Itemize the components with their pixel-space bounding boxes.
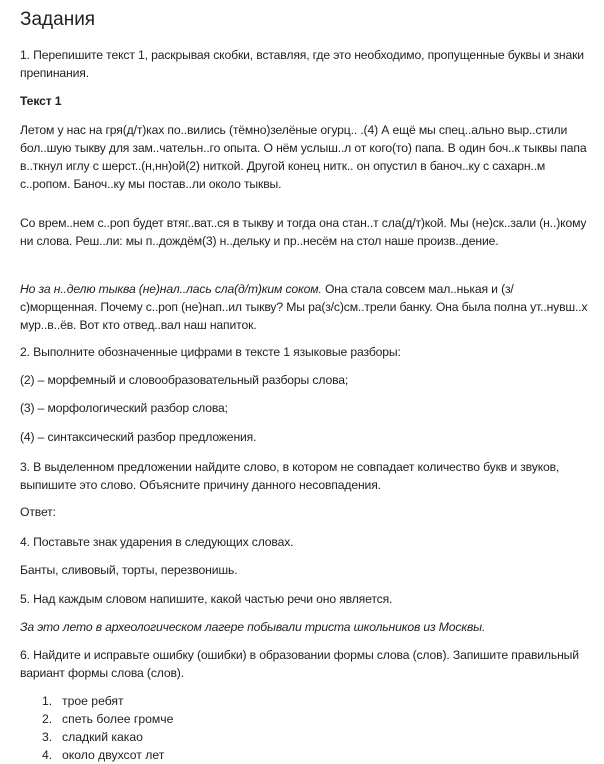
task-3-instruction: 3. В выделенном предложении найдите слово, в котором не совпадает количество букв и звуков, выпишите это слово. Объясните причину данного несовпадения. [20, 460, 560, 492]
list-item-number: 1. [42, 694, 53, 708]
task-6-instruction: 6. Найдите и исправьте ошибку (ошибки) в образовании формы слова (слов). Запишите правильный вариант формы слова (слов). [20, 648, 579, 680]
text-paragraph-2: Со врем..нем с..роп будет втяг..ват..ся в тыкву и тогда она стан..т сла(д/т)кой. Мы (не)ск..зали (н..)кому ни слова. Реш..ли: мы п..дождём(3) н..дельку и пр..несём на стол наше произв..дение. [20, 216, 587, 248]
list-item-number: 3. [42, 730, 53, 744]
task-2-item-morphological: (3) – морфологический разбор слова; [20, 401, 228, 415]
highlighted-sentence: Но за н..делю тыква (не)нал..лась сла(д/т)ким соком. [20, 282, 322, 296]
task-1-instruction: 1. Перепишите текст 1, раскрывая скобки, вставляя, где это необходимо, пропущенные буквы и знаки препинания. [20, 48, 584, 80]
task-2-instruction: 2. Выполните обозначенные цифрами в тексте 1 языковые разборы: [20, 345, 401, 359]
list-item-text: трое ребят [62, 694, 124, 708]
task-2-item-syntactic: (4) – синтаксический разбор предложения. [20, 430, 257, 444]
paragraph-3-rest: Она стала совсем мал..нькая и (з/с)морщенная. Почему с..роп (не)нап..ил тыкву? Мы ра(з/с)см..трели банку. Она была полна ут..нувш..х мур..в..ёв. Вот кто отвед..вал наш напиток. [20, 282, 588, 332]
text-paragraph-3 [20, 280, 588, 334]
task-4-instruction: 4. Поставьте знак ударения в следующих словах. [20, 535, 294, 549]
text-paragraph-1: Летом у нас на гря(д/т)ках по..вились (тёмно)зелёные огурц.. .(4) А ещё мы спец..ально выр..стили бол..шую тыкву для зам..чательн..го опыта. О нём услыш..л от кого(то) папа. В один боч..к тыквы папа в..ткнул иглу с шерст..(н,нн)ой(2) ниткой. Другой конец нитк.. он опустил в баноч..ку с сахарн..м с..ропом. Баноч..ку мы постав..ли около тыквы. [20, 123, 587, 191]
list-item [42, 710, 173, 728]
list-item-text: около двухсот лет [62, 748, 165, 762]
list-item [42, 746, 173, 764]
page-title: Задания [20, 9, 96, 30]
task-5-instruction: 5. Над каждым словом напишите, какой частью речи оно является. [20, 592, 393, 606]
list-item-number: 2. [42, 712, 53, 726]
task-4-words: Банты, сливовый, торты, перезвонишь. [20, 563, 238, 577]
text-heading: Текст 1 [20, 94, 62, 108]
list-item-text: сладкий какао [62, 730, 143, 744]
list-item-number: 4. [42, 748, 53, 762]
answer-label: Ответ: [20, 505, 56, 519]
task-6-list [42, 692, 173, 764]
list-item [42, 692, 173, 710]
list-item [42, 728, 173, 746]
task-5-sentence: За это лето в археологическом лагере побывали триста школьников из Москвы. [20, 620, 486, 634]
list-item-text: спеть более громче [62, 712, 174, 726]
task-2-item-morphemic: (2) – морфемный и словообразовательный разборы слова; [20, 373, 349, 387]
